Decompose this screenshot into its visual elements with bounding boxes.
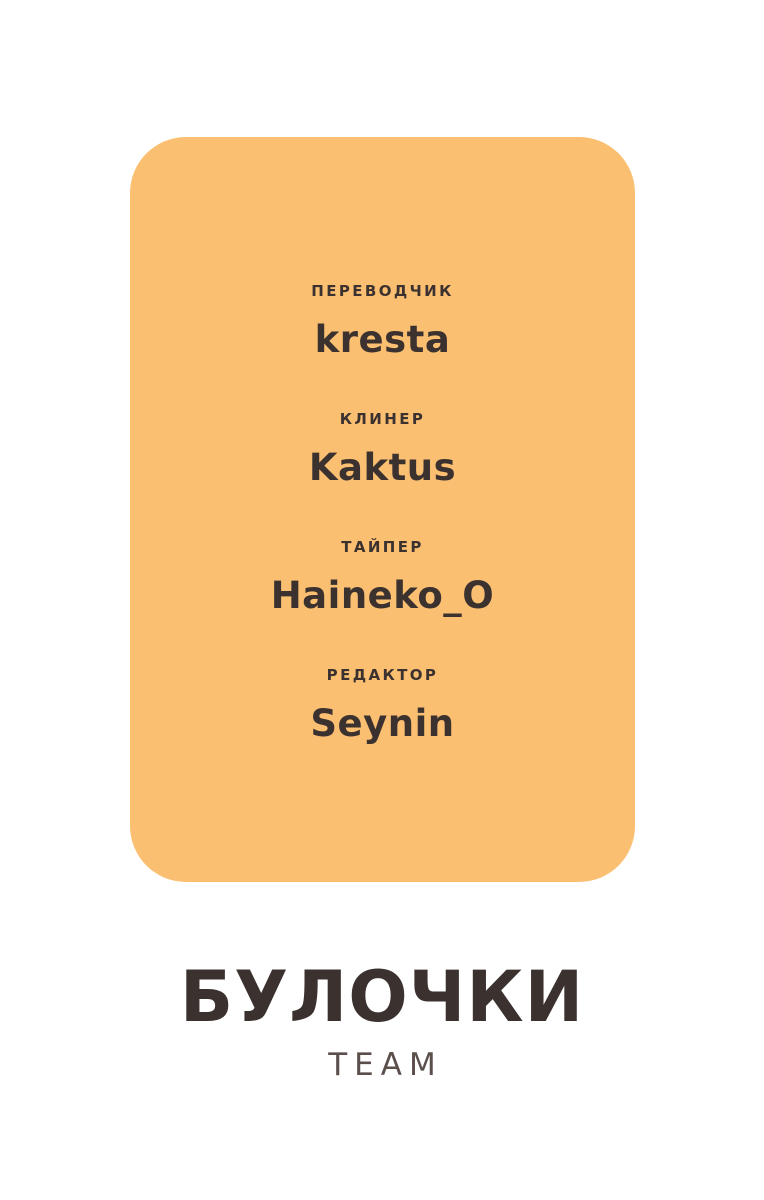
credit-entry-editor: [130, 665, 635, 745]
credit-entry-cleaner: [130, 409, 635, 489]
credit-role-label: ТАЙПЕР: [341, 537, 424, 556]
credit-entry-typer: [130, 537, 635, 617]
credits-card: [130, 137, 635, 882]
credit-name-value: Haineko_O: [270, 573, 495, 617]
team-name: БУЛОЧКИ: [179, 956, 585, 1038]
credit-name-value: kresta: [314, 317, 451, 361]
credit-entry-translator: [130, 281, 635, 361]
credit-role-label: РЕДАКТОР: [326, 665, 439, 684]
credit-name-value: Kaktus: [308, 445, 457, 489]
credit-role-label: ПЕРЕВОДЧИК: [311, 281, 454, 300]
team-branding: [0, 956, 764, 1083]
team-subtitle: TEAM: [328, 1047, 443, 1083]
credit-role-label: КЛИНЕР: [339, 409, 426, 428]
credit-name-value: Seynin: [310, 701, 455, 745]
